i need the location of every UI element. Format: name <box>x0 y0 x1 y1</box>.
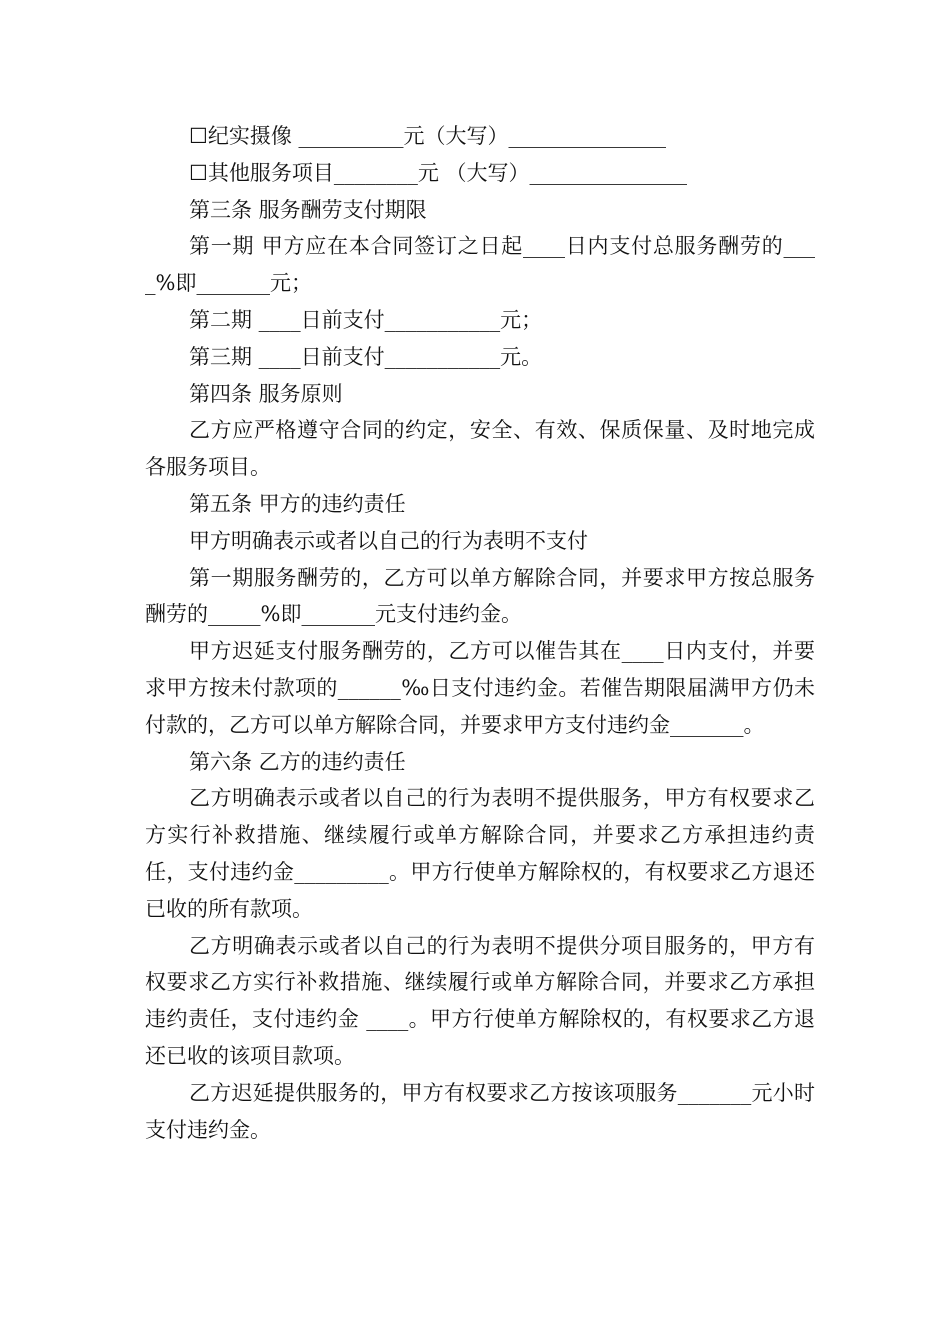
party-a-late-payment: 甲方迟延支付服务酬劳的，乙方可以催告其在____日内支付，并要求甲方按未付款项的______‰日支付违约金。若催告期限届满甲方仍未付款的，乙方可以单方解除合同，并要求甲方支付违约金_______。 <box>145 639 815 737</box>
article-5-heading: 第五条 甲方的违约责任 <box>189 491 406 516</box>
service-principle: 乙方应严格遵守合同的约定，安全、有效、保质保量、及时地完成各服务项目。 <box>145 418 815 480</box>
payment-phase-3: 第三期 ____日前支付___________元。 <box>189 344 543 369</box>
contract-body <box>145 118 815 1148</box>
article-3-heading: 第三条 服务酬劳支付期限 <box>189 197 427 222</box>
party-b-late-service: 乙方迟延提供服务的，甲方有权要求乙方按该项服务_______元小时支付违约金。 <box>145 1080 815 1142</box>
item-other-services: ☐其他服务项目________元 （大写）_______________ <box>189 160 688 185</box>
party-a-first-payment-penalty: 第一期服务酬劳的，乙方可以单方解除合同，并要求甲方按总服务酬劳的_____%即_______元支付违约金。 <box>145 565 815 627</box>
party-b-refusal: 乙方明确表示或者以自己的行为表明不提供服务，甲方有权要求乙方实行补救措施、继续履行或单方解除合同，并要求乙方承担违约责任，支付违约金_________。甲方行使单方解除权的，有权要求乙方退还已收的所有款项。 <box>145 786 815 921</box>
payment-phase-1: 第一期 甲方应在本合同签订之日起____日内支付总服务酬劳的____%即_______元； <box>145 234 815 296</box>
article-6-heading: 第六条 乙方的违约责任 <box>189 749 406 774</box>
party-b-partial-refusal: 乙方明确表示或者以自己的行为表明不提供分项目服务的，甲方有权要求乙方实行补救措施、继续履行或单方解除合同，并要求乙方承担违约责任，支付违约金 ____。甲方行使单方解除权的，有权要求乙方退还已收的该项目款项。 <box>145 933 815 1068</box>
party-a-refusal: 甲方明确表示或者以自己的行为表明不支付 <box>189 528 588 553</box>
item-documentary-video: ☐纪实摄像 __________元（大写）_______________ <box>189 124 667 148</box>
payment-phase-2: 第二期 ____日前支付___________元； <box>189 307 543 332</box>
article-4-heading: 第四条 服务原则 <box>189 381 343 406</box>
